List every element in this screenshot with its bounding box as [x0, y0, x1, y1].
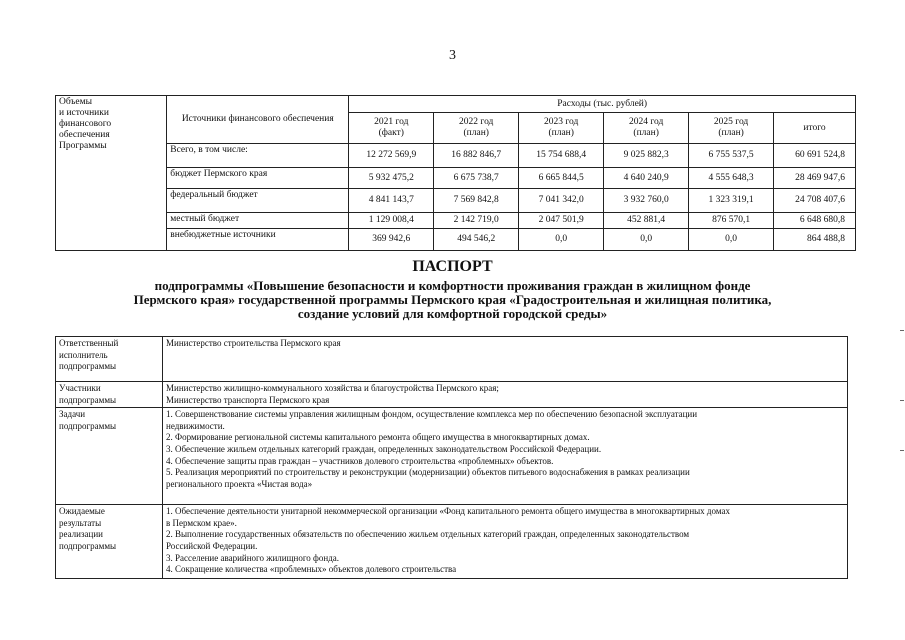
year-label: 2021 год	[374, 117, 409, 127]
total-header: итого	[774, 113, 856, 144]
passport-row-content	[163, 382, 848, 408]
passport-row-label	[56, 337, 163, 382]
finance-row-label-line: финансового	[59, 119, 112, 129]
finance-value-cell: 494 546,2	[434, 229, 519, 251]
finance-data-row	[56, 144, 856, 168]
finance-value-cell: 28 469 947,6	[774, 168, 856, 189]
passport-row	[56, 382, 848, 408]
expenses-header: Расходы (тыс. рублей)	[349, 96, 856, 113]
passport-row-label	[56, 382, 163, 408]
passport-row-label-line: Задачи	[59, 409, 86, 420]
passport-content-line: 3. Обеспечение жильем отдельных категорий граждан, определенных законодательством Российской Федерации.	[166, 443, 602, 454]
page-number: 3	[449, 48, 456, 63]
finance-row-label-line: обеспечения	[59, 130, 110, 140]
year-kind: (план)	[463, 128, 489, 138]
passport-content-line: Министерство транспорта Пермского края	[166, 394, 330, 405]
passport-content-line: 2. Выполнение государственных обязательств по обеспечению жильем отдельных категорий граждан, определенных законодательством	[166, 529, 690, 540]
finance-row-label-line: и источники	[59, 108, 109, 118]
finance-value-cell: 3 932 760,0	[604, 189, 689, 213]
passport-content-line: Министерство строительства Пермского края	[166, 338, 341, 348]
finance-data-row	[56, 229, 856, 251]
passport-content-line: Российской Федерации.	[166, 540, 258, 551]
year-label: 2025 год	[713, 117, 749, 127]
finance-header-row	[56, 96, 856, 113]
year-kind: (факт)	[378, 128, 404, 138]
passport-row-label-line: подпрограммы	[59, 361, 117, 372]
subtitle-line: создание условий для комфортной городской среды»	[297, 306, 608, 321]
finance-row-label-line: Объемы	[59, 97, 92, 107]
passport-row-label-line: исполнитель	[59, 349, 108, 360]
finance-value-cell: 0,0	[519, 229, 604, 251]
finance-value-cell: 452 881,4	[604, 213, 689, 229]
passport-content-line: 3. Расселение аварийного жилищного фонда.	[166, 552, 340, 563]
passport-row	[56, 337, 848, 382]
subtitle-line: подпрограммы «Повышение безопасности и комфортности проживания граждан в жилищном фонде	[154, 278, 751, 293]
finance-row-label	[56, 96, 167, 251]
finance-value-cell: 16 882 846,7	[434, 144, 519, 168]
sources-header: Источники финансового обеспечения	[167, 96, 349, 144]
passport-content-line: 1. Обеспечение деятельности унитарной некоммерческой организации «Фонд капитального ремонта общего имущества в многоквартирных домах	[166, 506, 730, 517]
finance-row-label-line: Программы	[59, 141, 107, 151]
passport-row-label-line: Участники	[59, 383, 101, 393]
year-header	[349, 113, 434, 144]
finance-value-cell: 2 142 719,0	[434, 213, 519, 229]
passport-row-label-line: результаты	[59, 517, 102, 528]
finance-value-cell: 6 648 680,8	[774, 213, 856, 229]
scan-margin-mark	[900, 400, 904, 401]
year-header	[604, 113, 689, 144]
finance-value-cell: 0,0	[689, 229, 774, 251]
passport-content-line: недвижимости.	[166, 420, 225, 431]
passport-content-line: 4. Обеспечение защиты прав граждан – участников долевого строительства «проблемных» объектов.	[166, 455, 554, 466]
finance-value-cell: 5 932 475,2	[349, 168, 434, 189]
finance-source-label: местный бюджет	[167, 213, 349, 229]
finance-value-cell: 1 323 319,1	[689, 189, 774, 213]
passport-table	[55, 336, 848, 579]
finance-data-row	[56, 213, 856, 229]
passport-row-content	[163, 408, 848, 505]
year-kind: (план)	[633, 128, 659, 138]
passport-content-line: 2. Формирование региональной системы капитального ремонта общего имущества в многоквартирных домах.	[166, 432, 590, 443]
finance-value-cell: 6 665 844,5	[519, 168, 604, 189]
year-label: 2024 год	[628, 117, 664, 127]
finance-value-cell: 9 025 882,3	[604, 144, 689, 168]
finance-source-label: Всего, в том числе:	[167, 144, 349, 168]
finance-value-cell: 4 640 240,9	[604, 168, 689, 189]
passport-content-line: 1. Совершенствование системы управления жилищным фондом, осуществление комплекса мер по обеспечению безопасной эксплуатации	[166, 409, 698, 420]
passport-row-label-line: Ожидаемые	[59, 506, 105, 517]
year-header	[689, 113, 774, 144]
finance-value-cell: 12 272 569,9	[349, 144, 434, 168]
passport-row-label-line: подпрограммы	[59, 420, 117, 431]
finance-value-cell: 6 755 537,5	[689, 144, 774, 168]
finance-data-row	[56, 189, 856, 213]
finance-value-cell: 6 675 738,7	[434, 168, 519, 189]
finance-data-row	[56, 168, 856, 189]
passport-row-label-line: подпрограммы	[59, 394, 117, 405]
passport-row-content	[163, 337, 848, 382]
finance-value-cell: 2 047 501,9	[519, 213, 604, 229]
year-kind: (план)	[548, 128, 574, 138]
passport-content-line: Министерство жилищно-коммунального хозяйства и благоустройства Пермского края;	[166, 383, 499, 393]
year-label: 2023 год	[544, 117, 579, 127]
passport-row	[56, 505, 848, 579]
year-header	[434, 113, 519, 144]
scan-margin-mark	[900, 330, 904, 331]
finance-value-cell: 864 488,8	[774, 229, 856, 251]
finance-value-cell: 15 754 688,4	[519, 144, 604, 168]
passport-subtitle	[60, 279, 845, 321]
scan-margin-mark	[900, 450, 904, 451]
finance-value-cell: 876 570,1	[689, 213, 774, 229]
year-label: 2022 год	[459, 117, 494, 127]
passport-title: ПАСПОРТ	[412, 258, 493, 275]
finance-value-cell: 24 708 407,6	[774, 189, 856, 213]
finance-source-label: бюджет Пермского края	[167, 168, 349, 189]
passport-row-label-line: подпрограммы	[59, 540, 117, 551]
finance-value-cell: 369 942,6	[349, 229, 434, 251]
passport-content-line: регионального проекта «Чистая вода»	[166, 478, 313, 489]
finance-value-cell: 7 569 842,8	[434, 189, 519, 213]
passport-content-line: 5. Реализация мероприятий по строительству и реконструкции (модернизации) объектов питьевого водоснабжения в рамках реализации	[166, 467, 690, 478]
passport-row-label-line: Ответственный	[59, 338, 119, 348]
passport-row-content	[163, 505, 848, 579]
finance-value-cell: 0,0	[604, 229, 689, 251]
subtitle-line: Пермского края» государственной программы Пермского края «Градостроительная и жилищная политика,	[133, 292, 772, 307]
passport-content-line: 4. Сокращение количества «проблемных» объектов долевого строительства	[166, 564, 457, 575]
finance-table	[55, 95, 856, 251]
passport-row	[56, 408, 848, 505]
finance-source-label: федеральный бюджет	[167, 189, 349, 213]
passport-row-label	[56, 408, 163, 505]
passport-row-label	[56, 505, 163, 579]
passport-row-label-line: реализации	[59, 529, 103, 540]
finance-value-cell: 4 841 143,7	[349, 189, 434, 213]
year-header	[519, 113, 604, 144]
finance-value-cell: 4 555 648,3	[689, 168, 774, 189]
year-kind: (план)	[718, 128, 744, 138]
finance-value-cell: 1 129 008,4	[349, 213, 434, 229]
finance-source-label: внебюджетные источники	[167, 229, 349, 251]
finance-value-cell: 60 691 524,8	[774, 144, 856, 168]
passport-content-line: в Пермском крае».	[166, 517, 237, 528]
finance-value-cell: 7 041 342,0	[519, 189, 604, 213]
